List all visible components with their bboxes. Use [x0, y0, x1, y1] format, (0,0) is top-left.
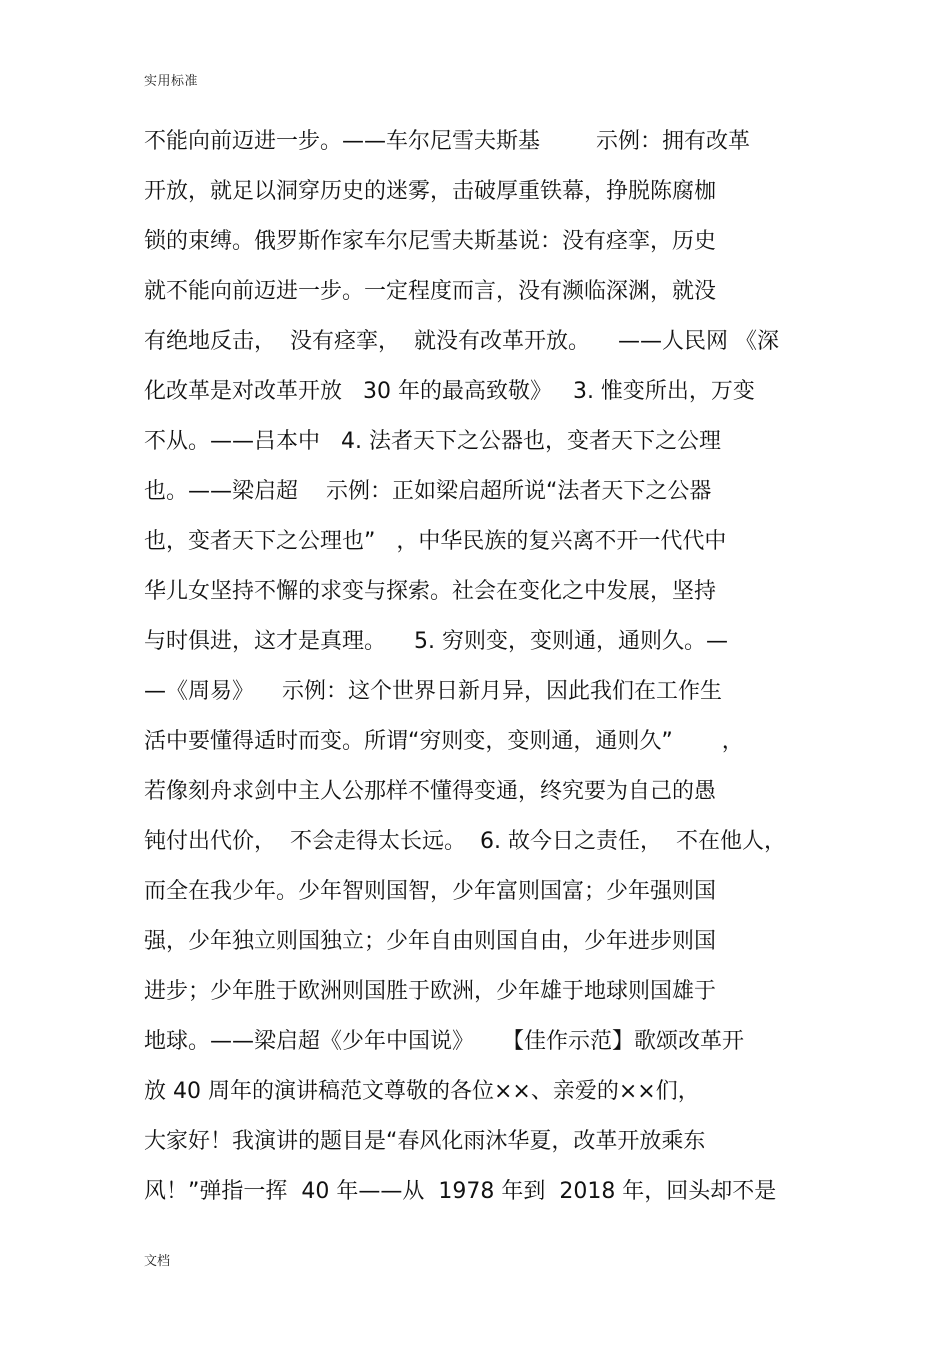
text-line: 华儿女坚持不懈的求变与探索。社会在变化之中发展，坚持	[144, 579, 717, 604]
text-line: 活中要懂得适时而变。所谓“穷则变，变则通，通则久” ，	[144, 729, 744, 754]
text-line: 风！”弹指一挥 40 年——从 1978 年到 2018 年，回头却不是	[144, 1179, 777, 1204]
text-line: 就不能向前迈进一步。一定程度而言，没有濒临深渊，就没	[144, 279, 717, 304]
text-line: 强，少年独立则国独立；少年自由则国自由，少年进步则国	[144, 929, 717, 954]
text-line: 与时俱进，这才是真理。 5. 穷则变，变则通，通则久。—	[144, 629, 728, 654]
text-line: 开放，就足以洞穿历史的迷雾，击破厚重铁幕，挣脱陈腐枷	[144, 179, 717, 204]
text-line: 钝付出代价， 不会走得太长远。 6. 故今日之责任， 不在他人，	[144, 829, 786, 854]
text-line: 也。——梁启超 示例：正如梁启超所说“法者天下之公器	[144, 479, 712, 504]
text-line: 放 40 周年的演讲稿范文尊敬的各位××、亲爱的××们，	[144, 1079, 700, 1104]
text-line: 而全在我少年。少年智则国智，少年富则国富；少年强则国	[144, 879, 717, 904]
text-line: 锁的束缚。俄罗斯作家车尔尼雪夫斯基说：没有痉挛，历史	[144, 229, 717, 254]
text-line: 不能向前迈进一步。——车尔尼雪夫斯基 示例：拥有改革	[144, 129, 750, 154]
text-line: 有绝地反击， 没有痉挛， 就没有改革开放。 ——人民网 《深	[144, 329, 779, 354]
text-line: 地球。——梁启超《少年中国说》 【佳作示范】歌颂改革开	[144, 1029, 744, 1054]
text-line: 不从。——吕本中 4. 法者天下之公器也，变者天下之公理	[144, 429, 721, 454]
body-text	[144, 124, 824, 1224]
text-line: 进步；少年胜于欧洲则国胜于欧洲，少年雄于地球则国雄于	[144, 979, 717, 1004]
text-line: 大家好！我演讲的题目是“春风化雨沐华夏，改革开放乘东	[144, 1129, 706, 1154]
page-footer: 文档	[144, 1254, 171, 1269]
text-line: 化改革是对改革开放 30 年的最高致敬》 3. 惟变所出，万变	[144, 379, 755, 404]
text-line: 若像刻舟求剑中主人公那样不懂得变通，终究要为自己的愚	[144, 779, 717, 804]
page-header: 实用标准	[144, 74, 199, 89]
text-line: —《周易》 示例：这个世界日新月异，因此我们在工作生	[144, 679, 722, 704]
text-line: 也，变者天下之公理也” ，中华民族的复兴离不开一代代中	[144, 529, 727, 554]
